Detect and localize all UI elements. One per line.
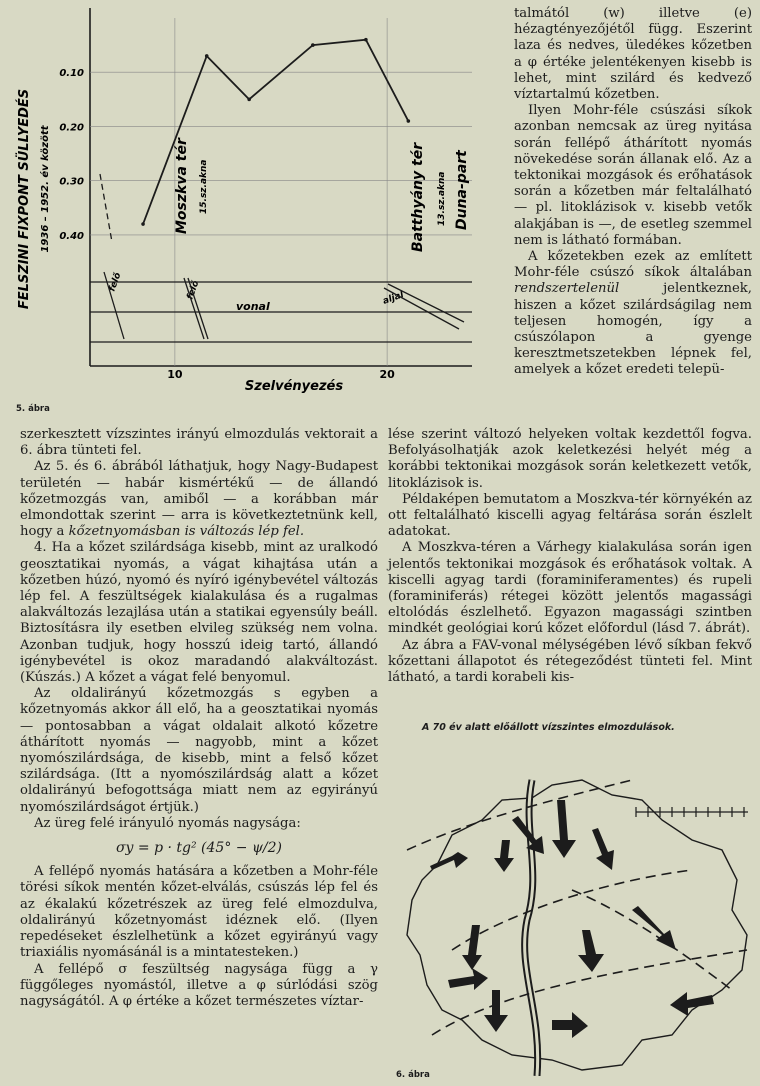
- paragraph: Ilyen Mohr-féle csúszási síkok azonban nemcsak az üreg nyitása során fellépő áthárított nyomás növekedése során állanak elő. Az a tektonikai mozgások és erőhatások során a kőzetben már feltalálható — pl. litoklázisok v. kisebb vetők alakjában is —, de esetleg szemmel nem is látható formában.: [514, 103, 752, 248]
- paragraph: A fellépő nyomás hatására a kőzetben a Mohr-féle törési síkok mentén kőzet-elválás, csúszás lép fel és az ékalakú kőzetrészek az üreg felé elmozdulva, oldalirányú kőzetnyomást idéznek elő. (Ilyen repedéseket észlelhetünk a kőzet egyirányú vagy triaxiális nyomásánál is a mintatesteken.): [20, 864, 378, 961]
- data-point: [247, 98, 251, 102]
- figure-5: [4, 4, 472, 414]
- formula: σy = p · tg² (45° − ψ/2): [115, 840, 283, 857]
- y-tick-label: 0.10: [59, 68, 84, 80]
- figure-6: [392, 740, 756, 1076]
- right-column-bottom: [388, 427, 752, 686]
- annotation-duna-part: Duna-part: [454, 150, 470, 230]
- left-column: [20, 427, 378, 1010]
- paragraph: szerkesztett vízszintes irányú elmozdulás vektorait a 6. ábra tünteti fel.: [20, 427, 378, 459]
- annotation-moszkva-ter: Moszkva tér: [174, 138, 190, 234]
- figure-6-title: A 70 év alatt előállott vízszintes elmozdulások.: [422, 722, 675, 733]
- annotation-felo-1: felő: [107, 271, 124, 294]
- y-axis-label: FELSZINI FIXPONT SÜLLYEDÉS: [17, 88, 32, 310]
- data-point: [205, 54, 209, 58]
- figure-6-caption: 6. ábra: [396, 1070, 430, 1080]
- paragraph: 4. Ha a kőzet szilárdsága kisebb, mint az uralkodó geosztatikai nyomás, a vágat kihajtása után a kőzetben húzó, nyomó és nyíró igénybevétel változás lép fel. A feszültségek kialakulása és a rugalmas alakváltozás lezajlása után a statikai egyensúly beáll. Biztosításra ily esetben elvileg szükség nem volna. Azonban tudjuk, hogy hosszú ideig tartó, állandó igénybevétel is okoz maradandó alakváltozást. (Kúszás.) A kőzet a vágat felé benyomul.: [20, 540, 378, 686]
- paragraph: A fellépő σ feszültség nagysága függ a γ függőleges nyomástól, illetve a φ súrlódási szög nagyságától. A φ értéke a kőzet természetes víztar-: [20, 961, 378, 1009]
- right-column-top: [514, 6, 752, 379]
- paragraph: Az ábra a FAV-vonal mélységében lévő síkban fekvő kőzettani állapotot és rétegeződést tünteti fel. Mint látható, a tardi korabeli kis-: [388, 637, 752, 686]
- figure-6-map: [392, 740, 756, 1076]
- annotation-vonal: vonal: [236, 300, 270, 313]
- annotation-akna-15: 15.sz.akna: [199, 159, 209, 214]
- scale-bar: [636, 807, 748, 817]
- y-tick-label: 0.40: [59, 230, 84, 242]
- data-point: [141, 222, 145, 226]
- paragraph: Az üreg felé irányuló nyomás nagysága:: [34, 815, 301, 831]
- paragraph: lése szerint változó helyeken voltak kezdettől fogva. Befolyásolhatják azok keletkezési helyét még a korábbi tektonikai mozgások során keletkezett vetők, litoklázisok is.: [388, 427, 752, 491]
- annotation-batthyany-ter: Batthyány tér: [410, 142, 426, 252]
- paragraph: A kőzetekben ezek az említett Mohr-féle csúszó síkok általában rendszertelenül jelentkeznek, hiszen a kőzet szilárdságilag nem teljesen homogén, így a csúszólapon a gyenge keresztmetszetekben lépnek fel, amelyek a kőzet eredeti telepü-: [514, 249, 752, 378]
- figure-5-caption: 5. ábra: [16, 404, 50, 414]
- data-point: [311, 43, 315, 47]
- data-point: [364, 38, 368, 42]
- figure-5-chart: [4, 4, 472, 414]
- y-tick-label: 0.20: [59, 122, 84, 134]
- chart-tick-labels: [59, 68, 395, 381]
- displacement-arrows: [430, 800, 714, 1038]
- paragraph: Az 5. és 6. ábrából láthatjuk, hogy Nagy-Budapest területén — habár kismértékű — de állandó kőzetmozgás van, amiből — a korábban már elmondottak szerint — arra is következtetnünk kell, hogy a kőzetnyomásban is változás lép fel.: [20, 459, 378, 540]
- paragraph: talmától (w) illetve (e) hézagtényezőjétől függ. Eszerint laza és nedves, üledékes kőzetben a φ értéke jelentékenyen kisebb is lehet, mint szilárd és kedvező víztartalmú kőzetben.: [514, 6, 752, 103]
- x-axis-label: Szelvényezés: [244, 379, 344, 394]
- annotation-felo-2: felő: [185, 279, 202, 302]
- y-axis-sublabel: 1936 – 1952. év között: [40, 125, 51, 253]
- data-point: [407, 119, 411, 123]
- x-tick-label: 20: [379, 368, 395, 381]
- x-tick-label: 10: [167, 368, 183, 381]
- annotation-akna-13: 13.sz.akna: [437, 171, 447, 226]
- annotation-aljal: aljal: [381, 290, 406, 307]
- paragraph: A Moszkva-téren a Várhegy kialakulása során igen jelentős tektonikai mozgások és erőhatások voltak. A kiscelli agyag tardi (foraminiferamentes) és rupeli (foraminiferás) rétegei között jelentős magassági eltolódás észlelhető. Egyazon magassági szintben mindkét geológiai korú kőzet előfordul (lásd 7. ábrát).: [388, 540, 752, 637]
- fault-dashed-lines: [407, 780, 747, 1035]
- paragraph: Az oldalirányú kőzetmozgás s egyben a kőzetnyomás akkor áll elő, ha a geosztatikai nyomás — pontosabban a vágat oldalait alkotó kőzetre áthárított nyomás — nagyobb, mint a kőzet nyomószilárdsága, de kisebb, mint a felső kőzet szilárdsága. (Itt a nyomószilárdság alatt a kőzet oldalirányú befogottsága miatt nem az egyirányú nyomószilárdságot értjük.): [20, 686, 378, 815]
- y-tick-label: 0.30: [59, 176, 84, 188]
- paragraph: Példaképen bemutatom a Moszkva-tér környékén az ott feltalálható kiscelli agyag feltárása során észlelt adatokat.: [388, 491, 752, 540]
